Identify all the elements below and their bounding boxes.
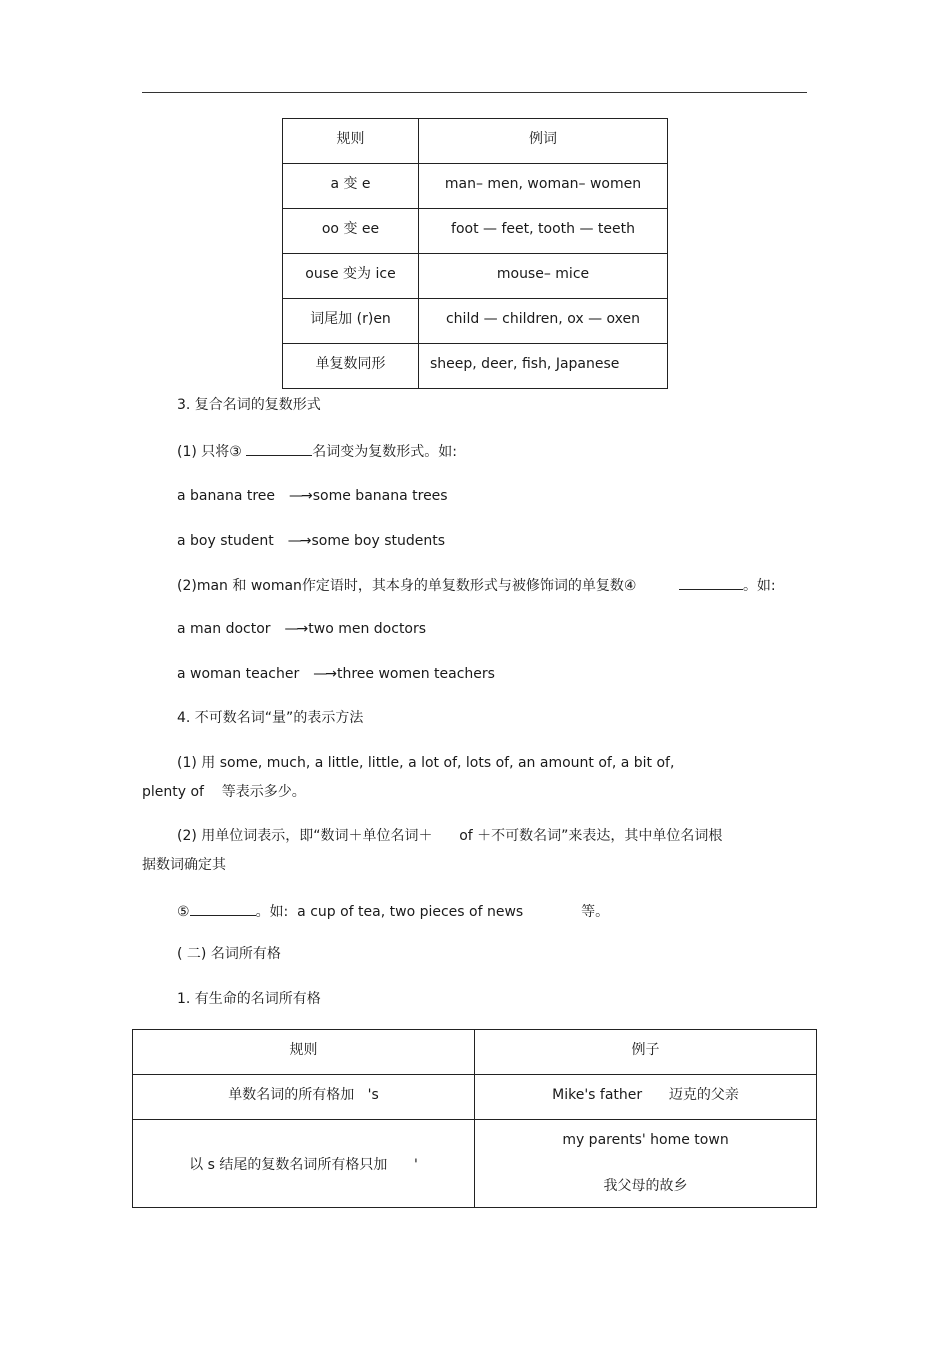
table-header-cell: 例词	[419, 119, 668, 164]
example-line: a woman teacher —→ three women teachers	[177, 666, 495, 682]
fill-blank-4	[679, 575, 743, 590]
arrow-icon: —→	[289, 488, 311, 504]
table-cell: oo 变 ee	[283, 209, 419, 254]
table-row	[283, 344, 668, 389]
header-rule	[142, 92, 807, 93]
section-4-title: 4. 不可数名词“量”的表示方法	[177, 710, 364, 726]
section-two-sub1: 1. 有生命的名词所有格	[177, 991, 321, 1007]
table-cell: 单复数同形	[283, 344, 419, 389]
table-header-cell: 规则	[133, 1030, 475, 1075]
table-cell: a 变 e	[283, 164, 419, 209]
table-header-row	[283, 119, 668, 164]
table-cell: mouse– mice	[419, 254, 668, 299]
fill-blank-3	[246, 441, 312, 456]
table-cell: 以 s 结尾的复数名词所有格只加 '	[133, 1120, 475, 1208]
table-cell: child — children, ox — oxen	[419, 299, 668, 344]
section-3-title: 3. 复合名词的复数形式	[177, 397, 321, 413]
table-cell: foot — feet, tooth — teeth	[419, 209, 668, 254]
table-cell: 单数名词的所有格加 's	[133, 1075, 475, 1120]
section-3-p2: (2)man 和 woman作定语时，其本身的单复数形式与被修饰词的单复数④ 。如:	[177, 575, 776, 595]
table-cell: Mike's father 迈克的父亲	[475, 1075, 817, 1120]
section-4-p1-line2: plenty of 等表示多少。	[142, 784, 306, 800]
table-cell: my parents' home town 我父母的故乡	[475, 1120, 817, 1208]
example-line: a boy student —→ some boy students	[177, 533, 446, 549]
table-cell: man– men, woman– women	[419, 164, 668, 209]
section-4-p1-line1: (1) 用 some, much, a little, little, a lot of, lots of, an amount of, a bit of,	[177, 755, 675, 771]
section-4-p2-line1: (2) 用单位词表示，即“数词＋单位名词＋ of ＋不可数名词”来表达，其中单位名词根	[177, 828, 723, 844]
table-cell: ouse 变为 ice	[283, 254, 419, 299]
section-two-title: ( 二) 名词所有格	[177, 946, 281, 962]
table-row	[283, 164, 668, 209]
table-cell: 词尾加 (r)en	[283, 299, 419, 344]
table-row	[283, 299, 668, 344]
arrow-icon: —→	[287, 533, 310, 549]
section-4-p2-line2: 据数词确定其	[142, 857, 226, 873]
arrow-icon: —→	[284, 621, 307, 637]
table-row	[133, 1075, 817, 1120]
table-header-cell: 规则	[283, 119, 419, 164]
table-row	[283, 254, 668, 299]
section-3-p1: (1) 只将③ 名词变为复数形式。如:	[177, 441, 457, 461]
arrow-icon: —→	[313, 666, 335, 682]
table-header-cell: 例子	[475, 1030, 817, 1075]
fill-blank-5	[190, 901, 256, 916]
table-row	[133, 1120, 817, 1208]
example-line: a man doctor —→ two men doctors	[177, 621, 427, 637]
possessive-rules-table	[132, 1029, 817, 1208]
example-line: a banana tree —→ some banana trees	[177, 488, 448, 504]
table-header-row	[133, 1030, 817, 1075]
section-4-p3: ⑤ 。如: a cup of tea, two pieces of news 等。	[177, 901, 609, 921]
table-cell: sheep, deer, fish, Japanese	[419, 344, 668, 389]
table-row	[283, 209, 668, 254]
plural-rules-table	[282, 118, 668, 389]
